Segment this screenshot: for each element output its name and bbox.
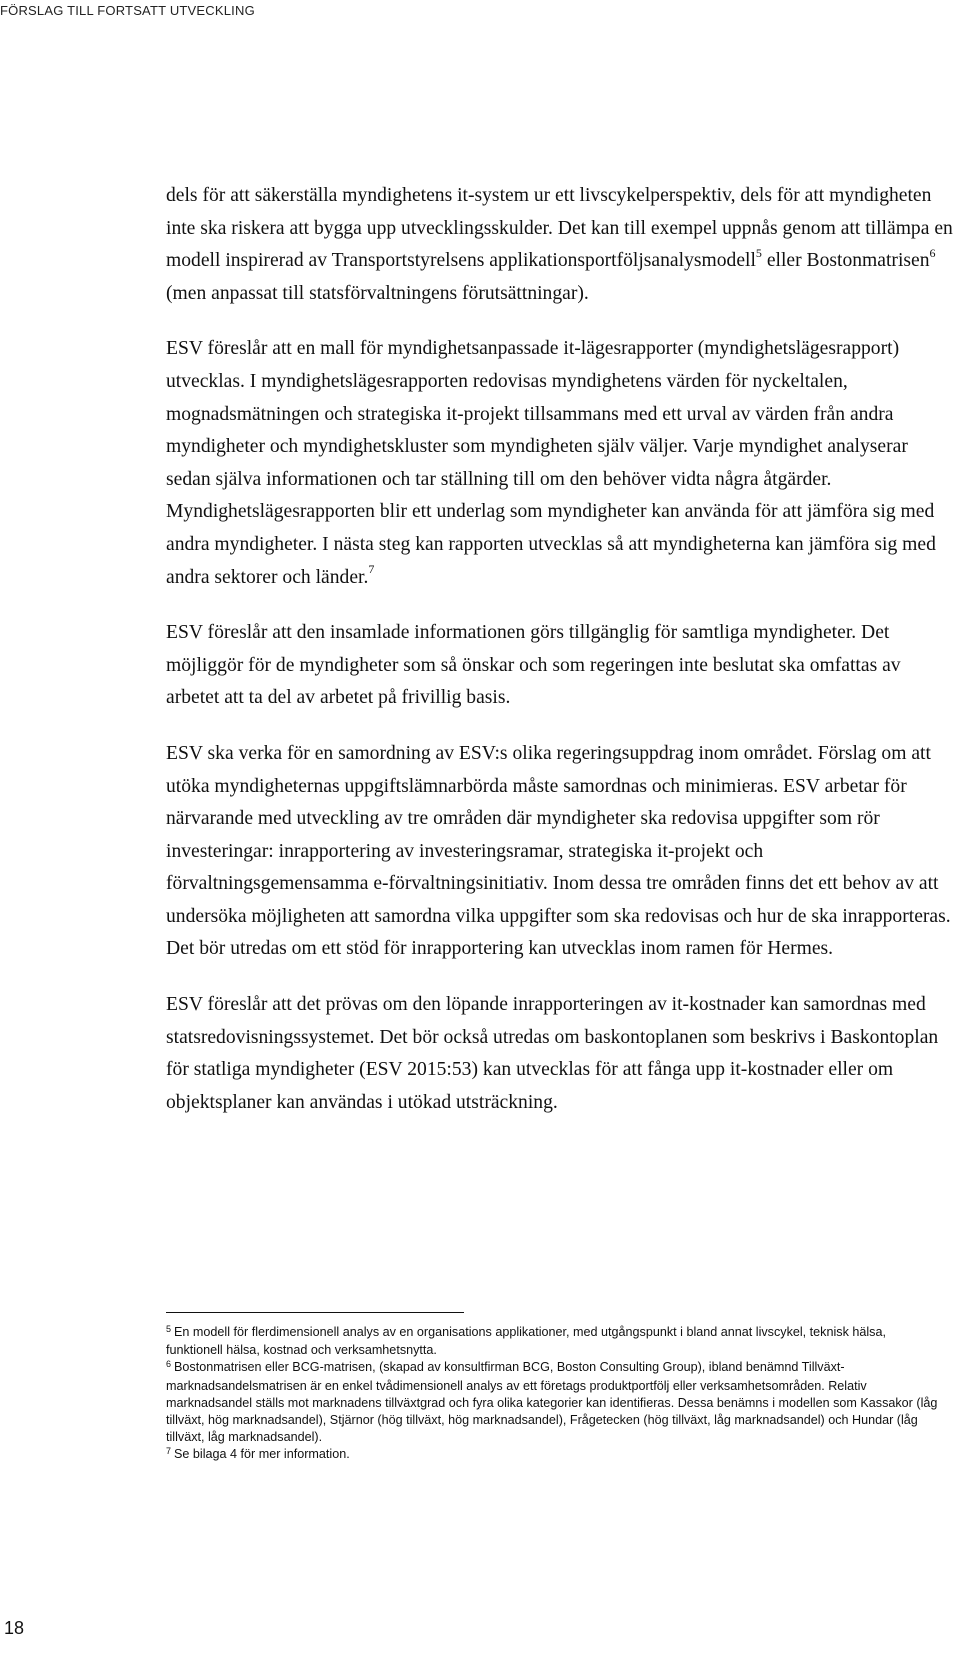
paragraph-1-text-b: eller Bostonmatrisen xyxy=(761,250,930,272)
paragraph-5: ESV föreslår att det prövas om den löpande inrapporteringen av it-kostnader kan samordnas med statsredovisningssystemet. Det bör också utredas om baskontoplanen som beskrivs i Baskontoplan för statliga myndigheter (ESV 2015:53) kan utvecklas för att fånga upp it-kostnader eller om objektsplaner kan användas i utökad utsträckning. xyxy=(166,994,939,1113)
footnote-ref-6[interactable]: 6 xyxy=(929,245,936,260)
footnote-6 xyxy=(166,1359,946,1446)
paragraph-1-text-a: dels för att säkerställa myndighetens it-system ur ett livscykelperspektiv, dels för att myndigheten inte ska riskera att bygga upp utvecklingsskulder. Det kan till exempel uppnås genom att tillämpa en modell inspirerad av Transportstyrelsens applikationsportföljsanalysmodell xyxy=(166,185,953,272)
footnote-ref-7[interactable]: 7 xyxy=(368,562,375,576)
paragraph-2-text: ESV föreslår att en mall för myndighetsanpassade it-lägesrapporter (myndighetslägesrapport) utvecklas. I myndighetslägesrapporten redovisas myndighetens värden för nyckeltalen, mognadsmätningen och strategiska it-projekt tillsammans med ett urval av värden från andra myndigheter och myndighetskluster som myndigheten själv väljer. Varje myndighet analyserar sedan själva informationen och tar ställning till om den behöver vidta några åtgärder. Myndighetslägesrapporten blir ett underlag som myndigheter kan använda för att jämföra sig med andra myndigheter. I nästa steg kan rapporten utvecklas så att myndigheterna kan jämföra sig med andra sektorer och länder. xyxy=(166,338,936,588)
footnote-text: Bostonmatrisen eller BCG-matrisen, (skapad av konsultfirman BCG, Boston Consulting Group), ibland benämnd Tillväxt-marknadsandelsmatrisen är en enkel tvådimensionell analys av ett företags produktportfölj eller verksamhetsområden. Relativ marknadsandel ställs mot marknadens tillväxtgrad och fyra olika kategorier kan identifieras. Dessa benämns i modellen som Kassakor (låg tillväxt, hög marknadsandel), Stjärnor (hög tillväxt, hög marknadsandel), Frågetecken (hög tillväxt, låg marknadsandel) och Hundar (låg tillväxt, låg marknadsandel). xyxy=(166,1360,938,1445)
footnote-ref-5[interactable]: 5 xyxy=(755,245,762,260)
paragraph-1 xyxy=(166,180,956,310)
paragraph-2 xyxy=(166,333,956,594)
footnote-text: Se bilaga 4 för mer information. xyxy=(174,1447,350,1462)
main-text xyxy=(166,180,956,1142)
footnote-7 xyxy=(166,1446,946,1464)
page-number: 18 xyxy=(4,1618,25,1638)
footnote-5 xyxy=(166,1324,946,1359)
footnote-separator xyxy=(166,1312,464,1313)
footnote-mark: 5 xyxy=(166,1324,172,1334)
paragraph-4: ESV ska verka för en samordning av ESV:s olika regeringsuppdrag inom området. Förslag om att utöka myndigheternas uppgiftslämnarbörda måste samordnas och minimieras. ESV arbetar för närvarande med utveckling av tre områden där myndigheter ska redovisa uppgifter som rör investeringar: inrapportering av investeringsramar, strategiska it-projekt och förvaltningsgemensamma e-förvaltningsinitiativ. Inom dessa tre områden finns det ett behov av att undersöka möjligheten att samordna vilka uppgifter som ska redovisas och hur de ska inrapporteras. Det bör utredas om ett stöd för inrapportering kan utvecklas inom ramen för Hermes. xyxy=(166,742,951,960)
footnotes xyxy=(166,1324,946,1465)
paragraph-3: ESV föreslår att den insamlade informationen görs tillgänglig för samtliga myndigheter. Det möjliggör för de myndigheter som så önskar och som regeringen inte beslutat ska omfattas av arbetet att ta del av arbetet på frivillig basis. xyxy=(166,622,901,709)
footnote-mark: 7 xyxy=(166,1446,172,1457)
running-header: FÖRSLAG TILL FORTSATT UTVECKLING xyxy=(0,3,255,18)
footnote-mark: 6 xyxy=(166,1359,172,1370)
footnote-text: En modell för flerdimensionell analys av en organisations applikationer, med utgångspunkt i bland annat livscykel, teknisk hälsa, funktionell hälsa, kostnad och verksamhetsnytta. xyxy=(166,1325,886,1358)
paragraph-1-text-c: (men anpassat till statsförvaltningens förutsättningar). xyxy=(166,282,589,304)
